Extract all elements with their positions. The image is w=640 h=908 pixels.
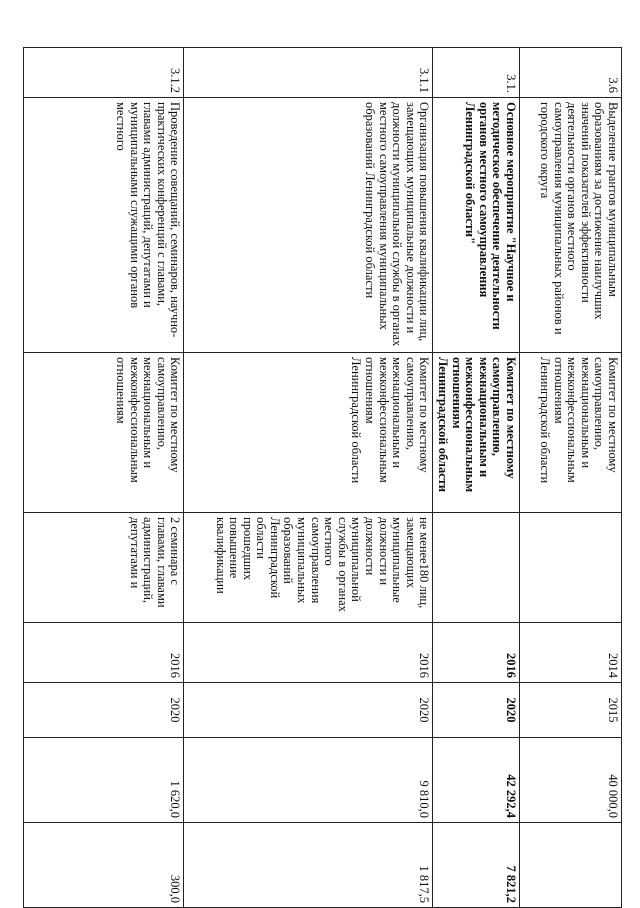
year-amount — [520, 823, 622, 908]
table-row — [184, 48, 433, 908]
executor: Комитет по местному самоуправлению, межнациональным и межконфессиональным отношениям — [24, 353, 184, 513]
start-year: 2014 — [520, 623, 622, 683]
year-amount: 7 821,2 — [433, 823, 520, 908]
total-amount: 42 292,4 — [433, 738, 520, 823]
table-row — [24, 48, 184, 908]
row-number: 3.1.1 — [184, 48, 433, 98]
executor: Комитет по местному самоуправлению, межнациональным и межконфессиональным отношениям Ленинградской области — [433, 353, 520, 513]
start-year: 2016 — [433, 623, 520, 683]
end-year: 2020 — [24, 683, 184, 738]
start-year: 2016 — [24, 623, 184, 683]
end-year: 2020 — [433, 683, 520, 738]
year-amount: 1 817,5 — [184, 823, 433, 908]
row-number: 3.1. — [433, 48, 520, 98]
end-year: 2020 — [184, 683, 433, 738]
rotated-page — [39, 47, 622, 907]
row-number: 3.6 — [520, 48, 622, 98]
indicator — [520, 513, 622, 623]
row-number: 3.1.2 — [24, 48, 184, 98]
executor: Комитет по местному самоуправлению, межнациональным и межконфессиональным отношениям Ленинградской области — [520, 353, 622, 513]
total-amount: 9 810,0 — [184, 738, 433, 823]
measure-name: Основное мероприятие "Научное и методическое обеспечение деятельности органов местного самоуправления Ленинградской области" — [433, 98, 520, 353]
measure-name: Выделение грантов муниципальным образованиям за достижение наилучших значений показателей эффективности деятельности органов местного самоуправления муниципальных районов и городского округа — [520, 98, 622, 353]
executor: Комитет по местному самоуправлению, межнациональным и межконфессиональным отношениям Ленинградской области — [184, 353, 433, 513]
start-year: 2016 — [184, 623, 433, 683]
year-amount: 300,0 — [24, 823, 184, 908]
measure-name: Проведение совещаний, семинаров, научно-практических конференций с главами, главами администраций, депутатами и муниципальными служащими органов местного — [24, 98, 184, 353]
program-table — [23, 47, 622, 908]
measure-name: Организация повышения квалификации лиц, замещающих муниципальные должности и должности муниципальной службы в органах местного самоуправления муниципальных образований Ленинградской области — [184, 98, 433, 353]
indicator: 2 семинара с главами, главами администраций, депутатами и — [24, 513, 184, 623]
total-amount: 1 620,0 — [24, 738, 184, 823]
indicator — [433, 513, 520, 623]
end-year: 2015 — [520, 683, 622, 738]
total-amount: 40 000,0 — [520, 738, 622, 823]
indicator: не менее180 лиц, замещающих муниципальные должности и должности муниципальной службы в органах местного самоуправления муниципальных образований Ленинградской области прошедших повышение квалификации — [184, 513, 433, 623]
table-row — [520, 48, 622, 908]
table-row — [433, 48, 520, 908]
